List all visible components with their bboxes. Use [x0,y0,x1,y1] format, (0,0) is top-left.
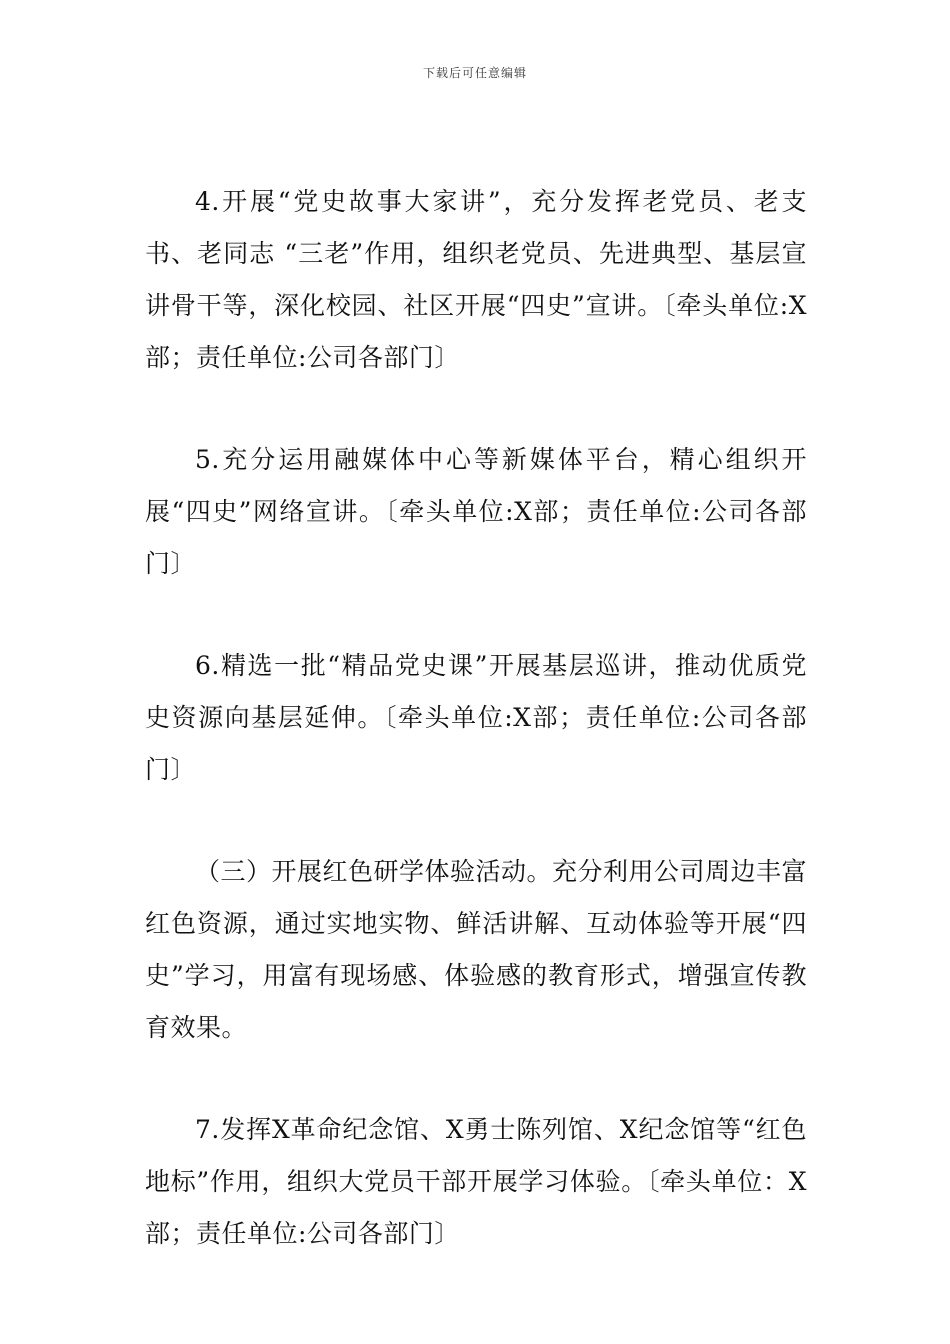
paragraph-item-6: 6.精选一批“精品党史课”开展基层巡讲，推动优质党史资源向基层延伸。〔牵头单位:X部；责任单位:公司各部门〕 [145,651,807,784]
section-heading-paragraph: （三）开展红色研学体验活动。充分利用公司周边丰富红色资源，通过实地实物、鲜活讲解、互动体验等开展“四史”学习，用富有现场感、体验感的教育形式，增强宣传教育效果。 [145,857,808,1042]
paragraph-item-4: 4.开展“党史故事大家讲”，充分发挥老党员、老支书、老同志 “三老”作用，组织老党员、先进典型、基层宣讲骨干等，深化校园、社区开展“四史”宣讲。〔牵头单位:X部；责任单位:公司各部门〕 [145,187,807,372]
page-header: 下载后可任意编辑 [422,66,527,80]
document-body [145,176,807,1310]
paragraph-item-5: 5.充分运用融媒体中心等新媒体平台，精心组织开展“四史”网络宣讲。〔牵头单位:X部；责任单位:公司各部门〕 [145,445,807,578]
paragraph-item-7: 7.发挥X革命纪念馆、X勇士陈列馆、X纪念馆等“红色地标”作用，组织大党员干部开展学习体验。〔牵头单位：X部；责任单位:公司各部门〕 [145,1115,807,1248]
